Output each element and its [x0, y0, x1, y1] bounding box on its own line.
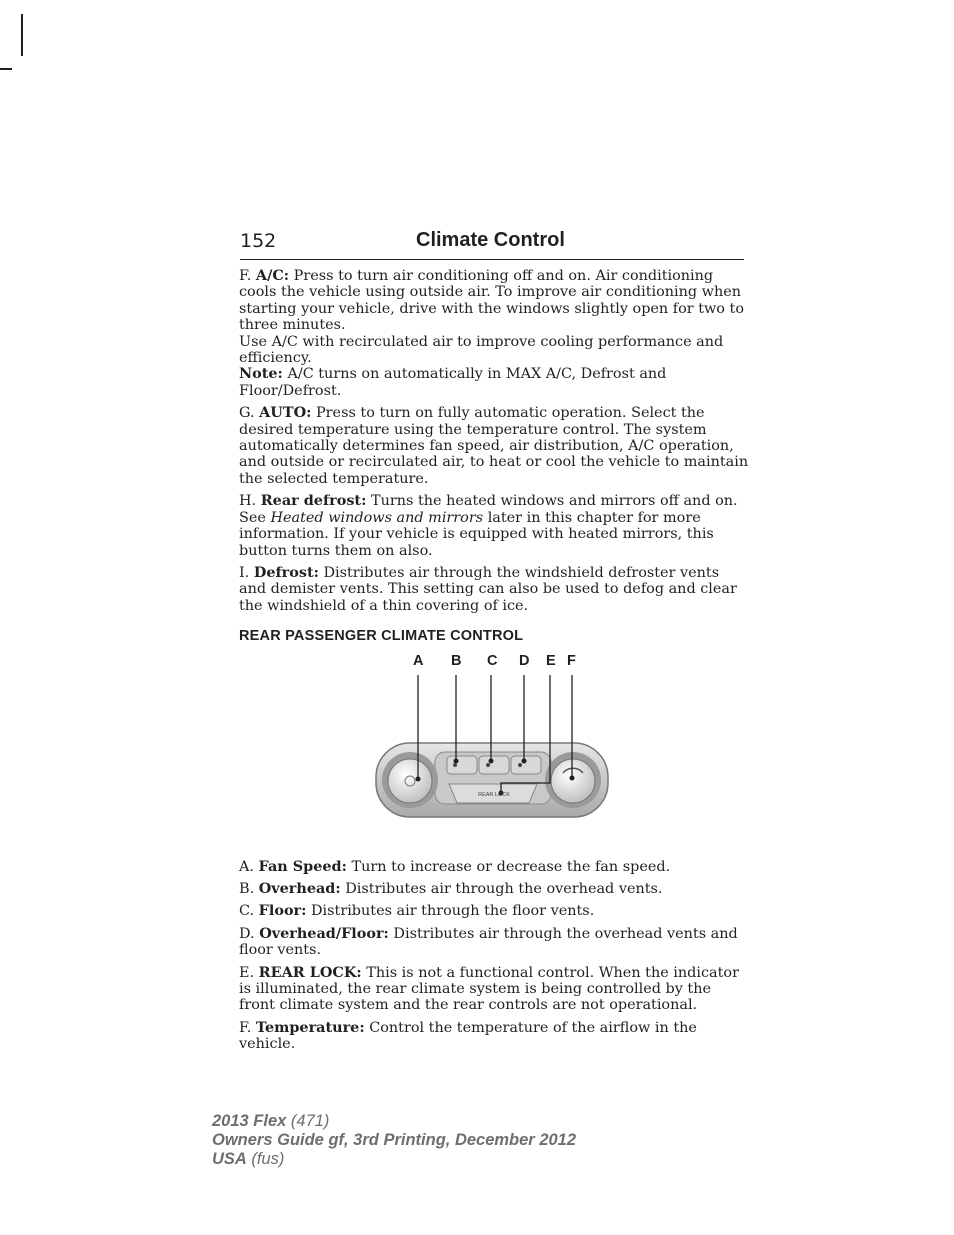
paragraph-defrost — [239, 565, 749, 614]
item-term: Floor: — [258, 902, 307, 920]
footer-line-market — [212, 1150, 576, 1169]
footer-market: USA — [212, 1150, 247, 1168]
footer-market-code: (fus) — [246, 1150, 285, 1168]
item-text: Distributes air through the floor vents. — [306, 903, 595, 920]
item-text: Turns the heated windows and mirrors off and on. See — [239, 493, 738, 526]
page-title: Climate Control — [416, 229, 565, 251]
paragraph-rear-defrost — [239, 493, 749, 559]
callout-c: C — [487, 652, 498, 669]
item-text-after: later in this chapter for more information. If your vehicle is equipped with heated mirrors, this button turns them on also. — [239, 509, 714, 559]
crop-mark-horizontal — [0, 68, 12, 70]
item-text: Turn to increase or decrease the fan speed. — [346, 858, 671, 875]
climate-panel-illustration — [239, 653, 749, 853]
item-letter: H. — [239, 493, 257, 510]
item-letter: F. — [239, 268, 252, 284]
footer-line-guide — [212, 1131, 576, 1150]
note-label: Note: — [239, 365, 283, 383]
item-term: AUTO: — [259, 404, 312, 422]
footer-line-model — [212, 1112, 576, 1131]
paragraph-ac-extra: Use A/C with recirculated air to improve cooling performance and efficiency. — [239, 333, 724, 367]
item-letter: F. — [239, 1019, 252, 1036]
note-text: A/C turns on automatically in MAX A/C, Defrost and Floor/Defrost. — [239, 366, 667, 399]
paragraph-fan-speed — [239, 859, 749, 875]
footer-model: 2013 Flex — [212, 1112, 287, 1130]
item-term: A/C: — [255, 267, 290, 284]
callout-b: B — [451, 652, 462, 669]
item-letter: B. — [239, 880, 255, 897]
item-letter: G. — [239, 405, 255, 422]
item-text: Press to turn on fully automatic operation. Select the desired temperature using the temperature control. The system automatically determines fan speed, air distribution, A/C operation, and outside or recirculated air, to heat or cool the vehicle to maintain the selected temperature. — [239, 405, 749, 487]
callout-f: F — [567, 652, 576, 669]
item-text: Press to turn air conditioning off and on. Air conditioning cools the vehicle using outside air. To improve air conditioning when starting your vehicle, drive with the windows slightly open for two to three minutes. — [239, 268, 744, 334]
page-number: 152 — [240, 230, 277, 252]
paragraph-ac-note — [239, 366, 749, 399]
callout-e: E — [546, 652, 556, 669]
item-term: Rear defrost: — [260, 492, 367, 510]
rear-lock-label: REAR LOCK — [478, 791, 510, 798]
paragraph-ac — [239, 268, 749, 334]
footer-guide: Owners Guide gf, 3rd Printing, December 2012 — [212, 1131, 577, 1149]
item-term: Temperature: — [255, 1018, 365, 1036]
item-term: Fan Speed: — [258, 857, 347, 875]
section-heading: REAR PASSENGER CLIMATE CONTROL — [239, 628, 524, 645]
callout-a: A — [413, 652, 424, 669]
item-letter: C. — [239, 903, 255, 920]
item-term: Defrost: — [253, 563, 319, 581]
paragraph-overhead — [239, 881, 749, 897]
item-text: Distributes air through the overhead vents and floor vents. — [239, 925, 738, 959]
item-text: Control the temperature of the airflow in the vehicle. — [239, 1019, 697, 1053]
item-letter: E. — [239, 964, 255, 981]
page-header — [240, 229, 744, 260]
rear-climate-control-figure — [239, 653, 749, 853]
item-term: REAR LOCK: — [258, 963, 362, 981]
item-text: Distributes air through the overhead vents. — [340, 880, 663, 897]
page-content — [239, 268, 749, 1059]
paragraph-floor — [239, 903, 749, 919]
item-term: Overhead: — [258, 879, 341, 897]
callout-d: D — [519, 652, 530, 669]
item-letter: D. — [239, 925, 255, 942]
paragraph-temperature — [239, 1020, 749, 1053]
footer-model-code: (471) — [286, 1112, 330, 1130]
page-footer — [212, 1112, 576, 1169]
item-letter: A. — [239, 858, 254, 875]
crop-mark-vertical — [21, 14, 23, 56]
item-text: This is not a functional control. When the indicator is illuminated, the rear climate system is being controlled by the front climate system and the rear controls are not operational. — [239, 964, 739, 1014]
item-term: Overhead/Floor: — [259, 924, 389, 942]
paragraph-overhead-floor — [239, 926, 749, 959]
item-text: Distributes air through the windshield defroster vents and demister vents. This setting can also be used to defog and clear the windshield of a thin covering of ice. — [239, 564, 737, 614]
paragraph-rear-lock — [239, 965, 749, 1014]
paragraph-auto — [239, 405, 749, 487]
cross-reference-link: Heated windows and mirrors — [270, 509, 484, 526]
item-letter: I. — [239, 564, 250, 581]
